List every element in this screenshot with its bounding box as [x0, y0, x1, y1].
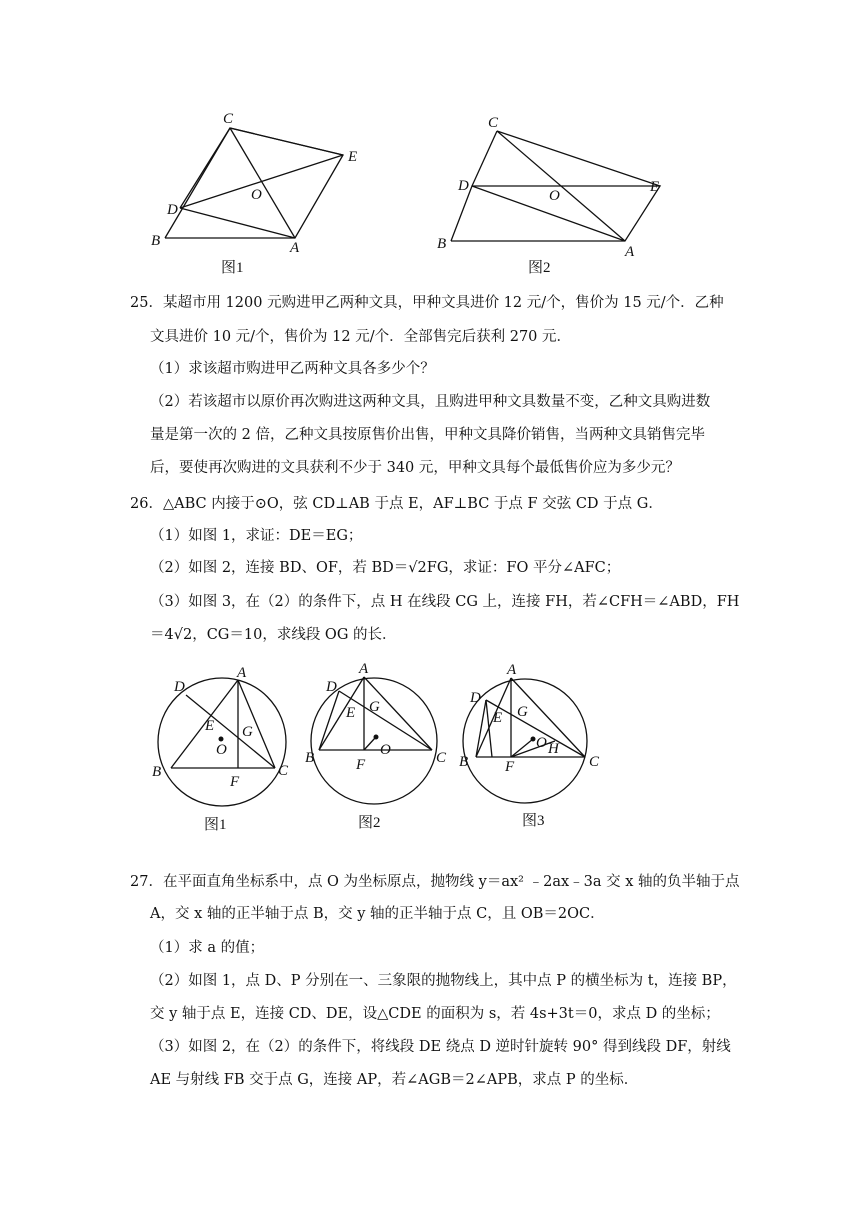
q26-number: 26． [130, 496, 163, 512]
fig2-label-E: E [650, 179, 660, 195]
q26-fig2-label-D: D [326, 679, 337, 695]
q25-line2: 文具进价 10 元/个，售价为 12 元/个．全部售完后获利 270 元． [150, 329, 572, 345]
q26-fig3-label-E: E [493, 710, 503, 726]
q27-part2-line1: （2）如图 1，点 D、P 分别在一、三象限的抛物线上，其中点 P 的横坐标为 t，连接 BP， [150, 973, 737, 989]
q26-fig2-center-dot [374, 735, 379, 740]
q26-figure-3 [459, 662, 600, 829]
fig2-label-B: B [437, 236, 447, 252]
q26-part3-line1: （3）如图 3，在（2）的条件下，点 H 在线段 CG 上，连接 FH，若∠CFH＝∠ABD，FH [150, 594, 740, 610]
fig1-label-B: B [151, 233, 161, 249]
fig1-label-A: A [290, 240, 300, 256]
fig1-segment-DA [180, 208, 295, 238]
q26-fig1-center-dot [219, 737, 224, 742]
q26-fig3-label-D: D [470, 690, 481, 706]
q26-fig2-label-A: A [359, 661, 369, 677]
fig2-segment-DC [472, 131, 497, 186]
q26-fig3-segment-FO [511, 739, 533, 757]
q26-stem: 26．△ABC 内接于⊙O，弦 CD⊥AB 于点 E，AF⊥BC 于点 F 交弦 CD 于点 G． [130, 496, 663, 512]
q26-fig1-label-D: D [174, 679, 185, 695]
fig2-label-A: A [625, 244, 635, 260]
q26-fig3-label-A: A [507, 662, 517, 678]
q25-part2-line2: 量是第一次的 2 倍，乙种文具按原售价出售，甲种文具降价销售，当两种文具销售完毕 [150, 427, 705, 443]
q26-fig3-label-O: O [536, 735, 547, 751]
fig2-label-D: D [458, 178, 469, 194]
fig2-label-O: O [549, 188, 560, 204]
q26-part3-line2: ＝4√2，CG＝10，求线段 OG 的长． [150, 627, 397, 643]
q27-line2: A，交 x 轴的正半轴于点 B，交 y 轴的正半轴于点 C，且 OB＝2OC． [150, 906, 605, 922]
q26-fig3-label-H: H [548, 741, 559, 757]
q26-fig2-label-C: C [436, 750, 447, 766]
q25-part2-line3: 后，要使再次购进的文具获利不少于 340 元，甲种文具每个最低售价应为多少元？ [150, 460, 680, 476]
q26-fig3-center-dot [531, 737, 536, 742]
q26-part2: （2）如图 2，连接 BD、OF，若 BD＝√2FG，求证：FO 平分∠AFC； [150, 560, 621, 576]
q26-fig1-caption: 图1 [204, 817, 227, 833]
q24-figure-2 [437, 115, 660, 276]
q26-fig1-label-C: C [278, 763, 289, 779]
q26-fig3-circle [463, 679, 587, 803]
fig2-segment-CE [497, 131, 660, 186]
q26-fig2-segment-FO [364, 738, 375, 750]
q25-number: 25． [130, 295, 163, 311]
fig1-label-E: E [348, 149, 358, 165]
q25-part2-line1: （2）若该超市以原价再次购进这两种文具，且购进甲种文具数量不变，乙种文具购进数 [150, 394, 711, 410]
q26-fig1-label-F: F [230, 774, 240, 790]
fig1-label-O: O [251, 187, 262, 203]
q26-fig3-label-B: B [459, 754, 469, 770]
q26-fig3-caption: 图3 [522, 813, 545, 829]
fig1-segment-DC [180, 128, 230, 208]
q26-fig1-label-A: A [237, 665, 247, 681]
fig2-caption: 图2 [528, 260, 551, 276]
fig2-label-C: C [488, 115, 499, 131]
q26-fig1-label-E: E [205, 718, 215, 734]
q24-figure-1 [151, 111, 357, 276]
q25-line1: 25．某超市用 1200 元购进甲乙两种文具，甲种文具进价 12 元/个，售价为 15 元/个．乙种 [130, 295, 724, 311]
q26-fig1-label-B: B [152, 764, 162, 780]
q26-fig2-label-F: F [356, 757, 366, 773]
q26-fig2-label-E: E [346, 705, 356, 721]
q27-number: 27． [130, 874, 163, 890]
q27-part3-line1: （3）如图 2，在（2）的条件下，将线段 DE 绕点 D 逆时针旋转 90° 得到线段 DF，射线 [150, 1039, 731, 1055]
fig1-segment-CE [230, 128, 343, 155]
fig1-label-C: C [223, 111, 234, 127]
q26-fig3-segment-aux [486, 700, 492, 757]
q26-fig3-label-G: G [517, 704, 528, 720]
q27-line1: 27．在平面直角坐标系中，点 O 为坐标原点，抛物线 y＝ax² ﹣2ax﹣3a 交 x 轴的负半轴于点 [130, 874, 740, 890]
q26-fig2-caption: 图2 [358, 815, 381, 831]
q27-part2-line2: 交 y 轴于点 E，连接 CD、DE，设△CDE 的面积为 s，若 4s+3t＝0，求点 D 的坐标； [150, 1006, 720, 1022]
fig1-caption: 图1 [221, 260, 244, 276]
q26-fig2-label-B: B [305, 750, 315, 766]
q26-fig3-label-F: F [505, 759, 515, 775]
q26-fig3-segment-BD [476, 700, 486, 757]
fig1-segment-CA [230, 128, 295, 238]
q27-part3-line2: AE 与射线 FB 交于点 G，连接 AP，若∠AGB＝2∠APB，求点 P 的坐标． [150, 1072, 639, 1088]
q26-fig2-label-O: O [380, 742, 391, 758]
q25-part1: （1）求该超市购进甲乙两种文具各多少个？ [150, 361, 435, 377]
q26-fig2-label-G: G [369, 699, 380, 715]
q26-figure-1 [152, 665, 289, 833]
q26-figure-2 [305, 661, 447, 831]
q24-figures [0, 0, 860, 290]
fig1-outline [165, 128, 343, 238]
q26-figures [0, 655, 860, 845]
q26-fig1-label-G: G [242, 724, 253, 740]
q26-fig2-segment-BD [319, 691, 339, 750]
q26-part1: （1）如图 1，求证：DE＝EG； [150, 528, 363, 544]
fig1-label-D: D [167, 202, 178, 218]
q26-fig1-label-O: O [216, 742, 227, 758]
q27-part1: （1）求 a 的值； [150, 940, 265, 956]
q26-fig3-label-C: C [589, 754, 600, 770]
